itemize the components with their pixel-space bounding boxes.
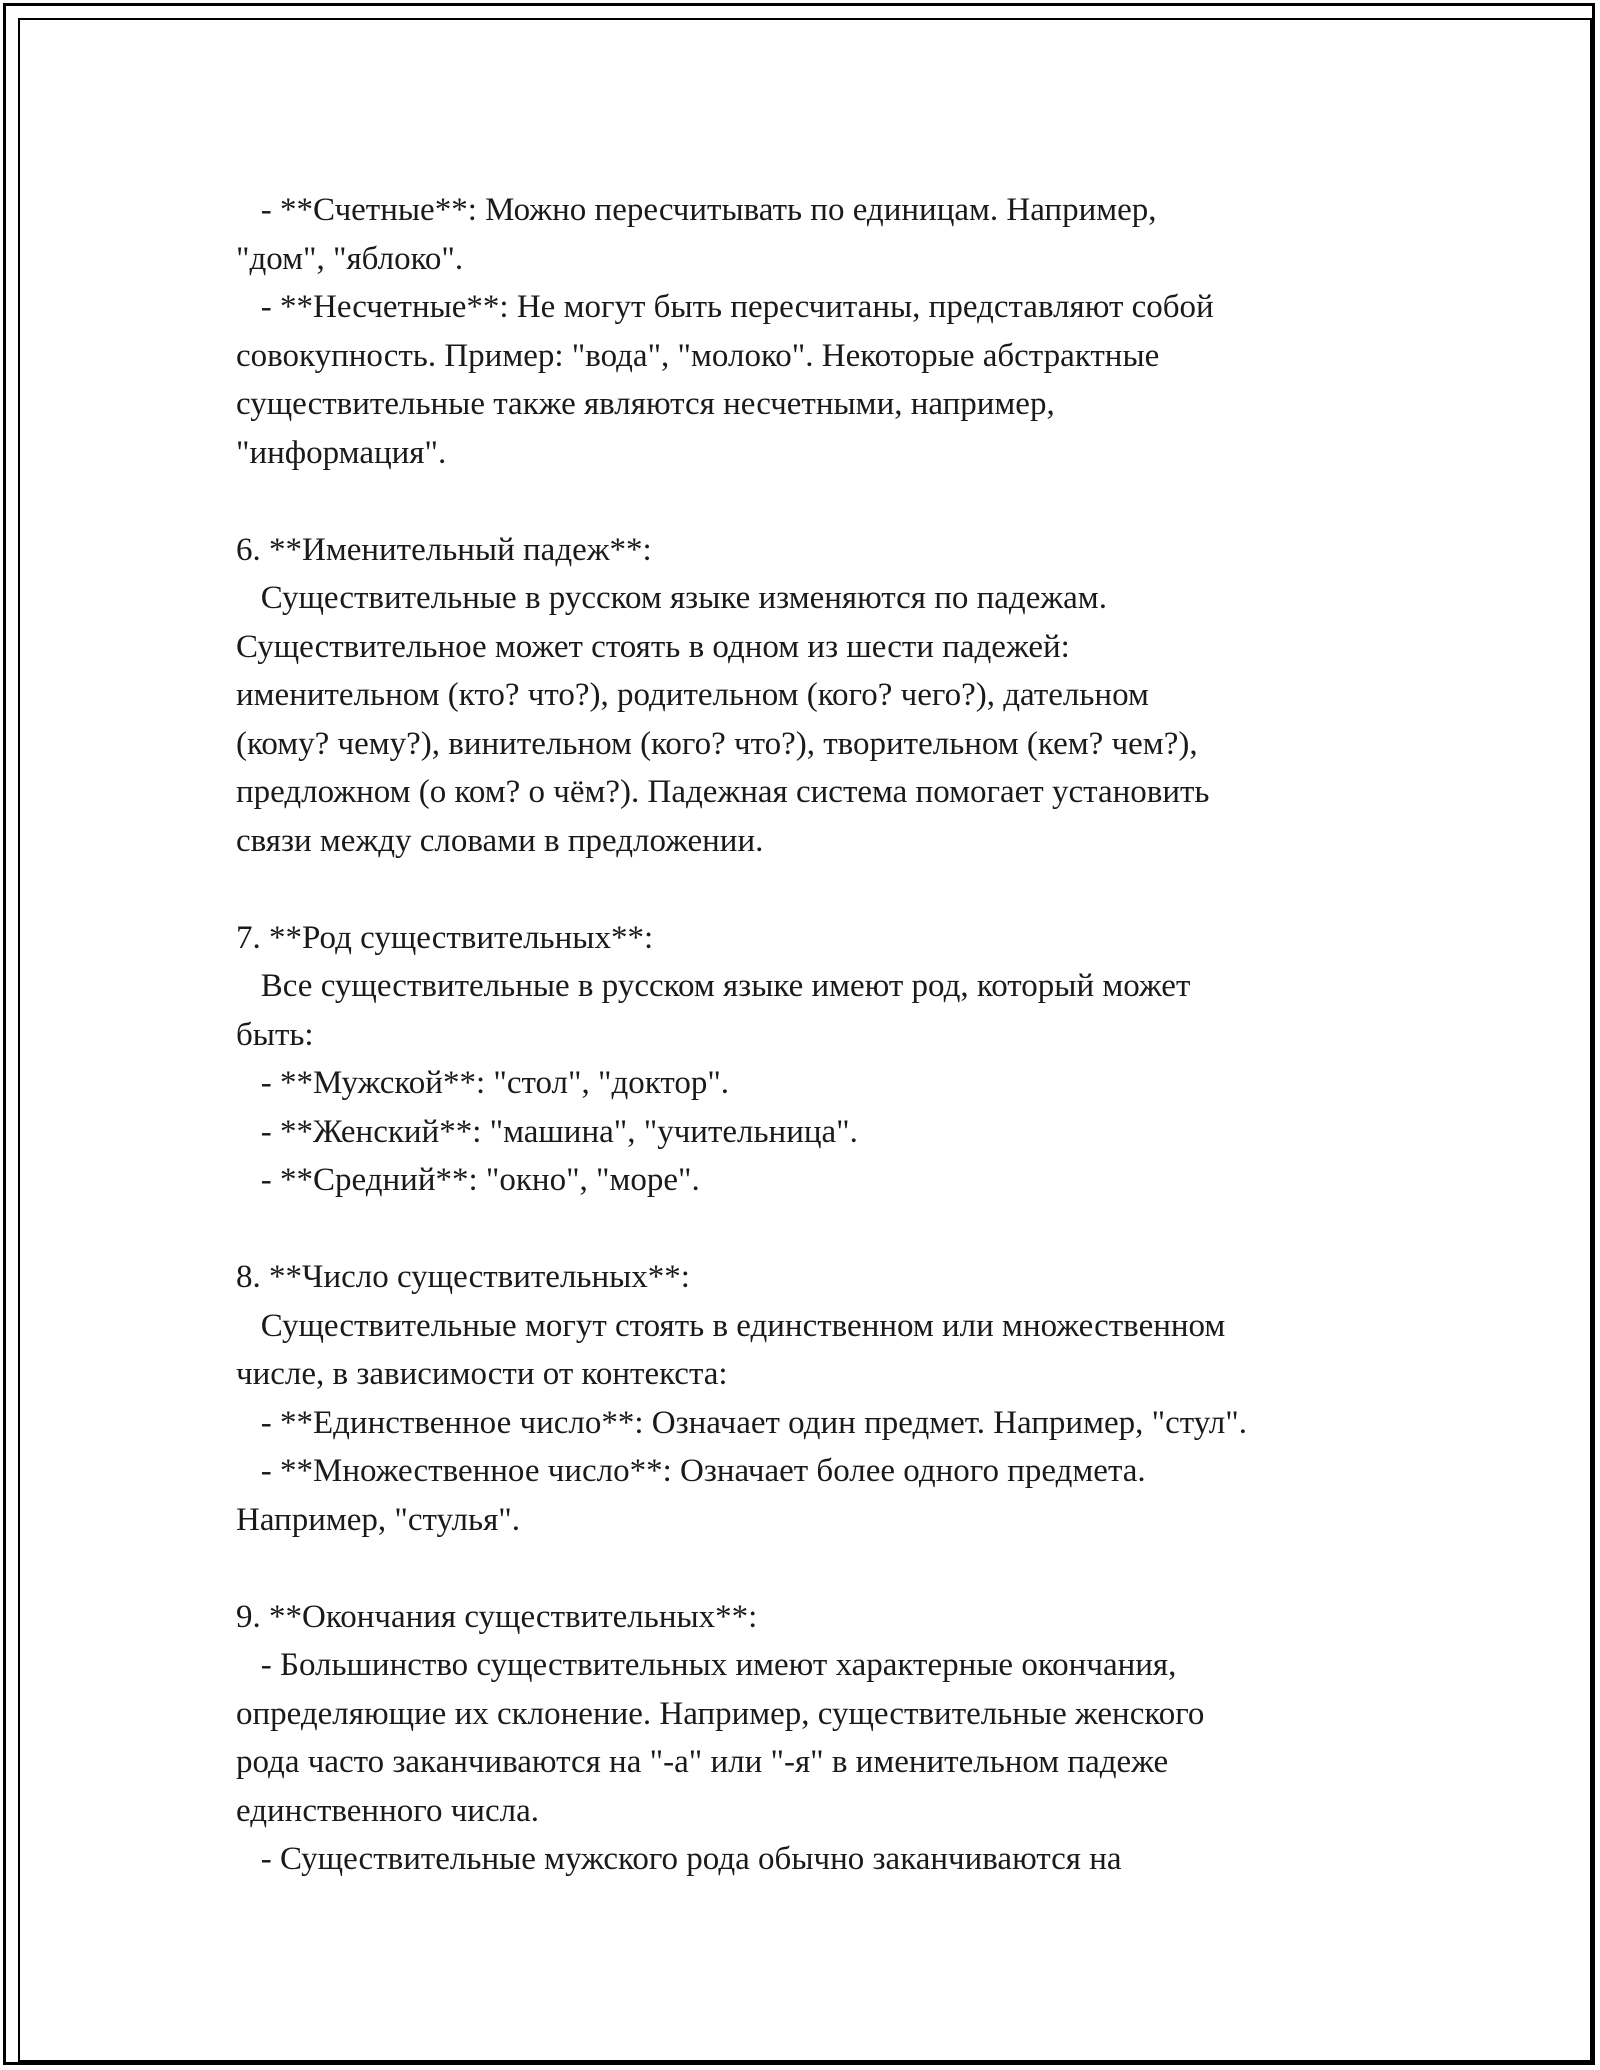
text-line: быть:	[236, 1016, 314, 1053]
text-line: - **Средний**: "окно", "море".	[236, 1162, 700, 1198]
text-line: Например, "стулья".	[236, 1501, 520, 1538]
text-line: 8. **Число существительных**:	[236, 1259, 690, 1295]
text-line: "информация".	[236, 434, 447, 471]
text-line: Существительное может стоять в одном из шести падежей:	[236, 628, 1070, 665]
text-line: - **Счетные**: Можно пересчитывать по единицам. Например,	[236, 192, 1157, 228]
text-line: - Большинство существительных имеют характерные окончания,	[236, 1647, 1177, 1683]
document-body	[236, 186, 1436, 1884]
text-line: - Существительные мужского рода обычно заканчиваются на	[236, 1841, 1122, 1877]
text-line: - **Множественное число**: Означает более одного предмета.	[236, 1453, 1146, 1489]
text-line: именительном (кто? что?), родительном (кого? чего?), дательном	[236, 677, 1149, 713]
text-line: совокупность. Пример: "вода", "молоко". Некоторые абстрактные	[236, 337, 1160, 374]
text-line: существительные также являются несчетными, например,	[236, 386, 1055, 422]
blank-line	[236, 1550, 244, 1586]
text-line: - **Мужской**: "стол", "доктор".	[236, 1065, 730, 1101]
text-line: связи между словами в предложении.	[236, 822, 764, 859]
text-line: 6. **Именительный падеж**:	[236, 531, 652, 568]
text-line: определяющие их склонение. Например, существительные женского	[236, 1695, 1205, 1732]
text-line: Существительные в русском языке изменяются по падежам.	[236, 580, 1107, 616]
text-line: рода часто заканчиваются на "-а" или "-я" в именительном падеже	[236, 1744, 1169, 1780]
text-line: 9. **Окончания существительных**:	[236, 1598, 758, 1635]
blank-line	[236, 483, 244, 519]
blank-line	[236, 871, 244, 907]
blank-line	[236, 1211, 244, 1247]
text-line: Существительные могут стоять в единственном или множественном	[236, 1307, 1226, 1344]
text-line: (кому? чему?), винительном (кого? что?), творительном (кем? чем?),	[236, 725, 1198, 762]
text-line: - **Несчетные**: Не могут быть пересчитаны, представляют собой	[236, 289, 1214, 325]
text-line: 7. **Род существительных**:	[236, 919, 654, 956]
text-line: единственного числа.	[236, 1792, 539, 1829]
text-line: числе, в зависимости от контекста:	[236, 1356, 728, 1392]
text-line: предложном (о ком? о чём?). Падежная система помогает установить	[236, 774, 1210, 810]
text-line: - **Единственное число**: Означает один предмет. Например, "стул".	[236, 1404, 1247, 1441]
text-line: "дом", "яблоко".	[236, 240, 464, 277]
text-line: - **Женский**: "машина", "учительница".	[236, 1113, 858, 1150]
text-line: Все существительные в русском языке имеют род, который может	[236, 968, 1191, 1004]
